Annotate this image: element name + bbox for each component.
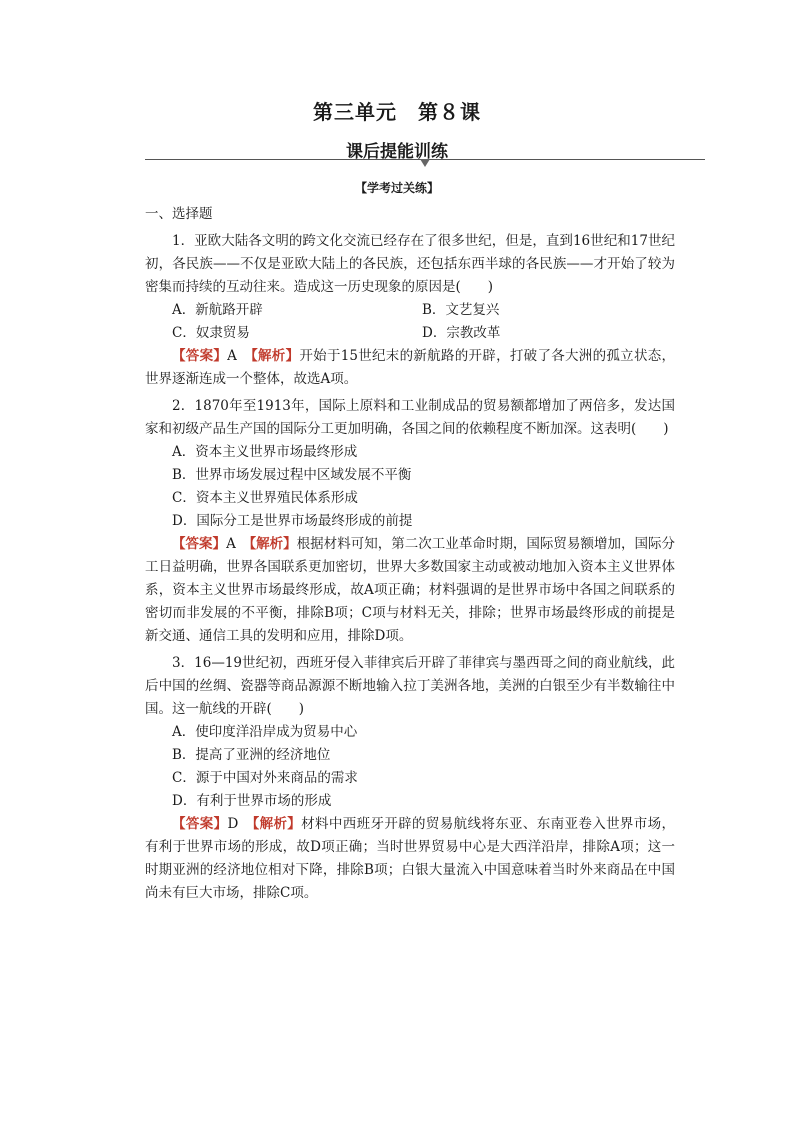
option-a: A．使印度洋沿岸成为贸易中心 — [172, 724, 358, 740]
question-body — [145, 200, 675, 905]
answer-block — [145, 345, 675, 391]
answer-value: A — [227, 348, 251, 364]
option-a: A．新航路开辟 — [172, 302, 263, 318]
option-c: C．源于中国对外来商品的需求 — [172, 770, 358, 786]
option-b: B．文艺复兴 — [422, 302, 500, 318]
answer-label: 【答案】 — [172, 348, 228, 364]
option-d: D．有利于世界市场的形成 — [172, 793, 332, 809]
option-b: B．提高了亚洲的经济地位 — [172, 747, 331, 763]
analysis-label: 【解析】 — [249, 536, 297, 552]
analysis-label: 【解析】 — [252, 816, 302, 832]
answer-value: D — [227, 816, 253, 832]
option-d: D．宗教改革 — [422, 325, 501, 341]
question-stem: 2．1870年至1913年，国际上原料和工业制成品的贸易额都增加了两倍多，发达国家和初级产品生产国的国际分工更加明确，各国之间的依赖程度不断加深。这表明( ) — [145, 398, 675, 437]
answer-label: 【答案】 — [172, 536, 227, 552]
question-2 — [145, 395, 675, 648]
section-heading: 一、选择题 — [145, 206, 213, 222]
option-a: A．资本主义世界市场最终形成 — [172, 444, 358, 460]
option-d: D．国际分工是世界市场最终形成的前提 — [172, 513, 413, 529]
options-row — [145, 299, 675, 322]
analysis-text: 根据材料可知，第二次工业革命时期，国际贸易额增加，国际分工日益明确，世界各国联系更加密切，世界大多数国家主动或被动地加入资本主义世界体系，资本主义世界市场最终形成，故A项正确；材料强调的是世界市场中各国之间联系的密切而非发展的不平衡，排除B项；C项与材料无关，排除；世界市场最终形成的前提是新交通、通信工具的发明和应用，排除D项。 — [145, 536, 676, 644]
answer-value: A — [226, 536, 250, 552]
options-row — [145, 322, 675, 345]
analysis-text: 材料中西班牙开辟的贸易航线将东亚、东南亚卷入世界市场，有利于世界市场的形成，故D项正确；当时世界贸易中心是大西洋沿岸，排除A项；这一时期亚洲的经济地位相对下降，排除B项；白银大量流入中国意味着当时外来商品在中国尚未有巨大市场，排除C项。 — [145, 816, 676, 901]
section-tag: 【学考过关练】 — [354, 181, 439, 195]
option-c: C．奴隶贸易 — [172, 325, 250, 341]
page-subtitle: 课后提能训练 — [346, 142, 448, 162]
answer-block — [145, 813, 675, 905]
question-stem: 3．16—19世纪初，西班牙侵入菲律宾后开辟了菲律宾与墨西哥之间的商业航线，此后中国的丝绸、瓷器等商品源源不断地输入拉丁美洲各地，美洲的白银至少有半数输往中国。这一航线的开辟( ) — [145, 655, 675, 717]
option-b: B．世界市场发展过程中区域发展不平衡 — [172, 467, 412, 483]
answer-label: 【答案】 — [172, 816, 228, 832]
answer-block — [145, 533, 675, 648]
option-c: C．资本主义世界殖民体系形成 — [172, 490, 358, 506]
question-1 — [145, 230, 675, 391]
page-title: 第三单元 第８课 — [313, 100, 481, 124]
triangle-down-icon — [420, 159, 430, 167]
analysis-text: 开始于15世纪末的新航路的开辟，打破了各大洲的孤立状态，世界逐渐连成一个整体，故选A项。 — [145, 348, 676, 387]
question-3 — [145, 652, 675, 905]
analysis-label: 【解析】 — [250, 348, 300, 364]
question-stem: 1．亚欧大陆各文明的跨文化交流已经存在了很多世纪，但是，直到16世纪和17世纪初，各民族——不仅是亚欧大陆上的各民族，还包括东西半球的各民族——才开始了较为密集而持续的互动往来。造成这一历史现象的原因是( ) — [145, 233, 675, 295]
